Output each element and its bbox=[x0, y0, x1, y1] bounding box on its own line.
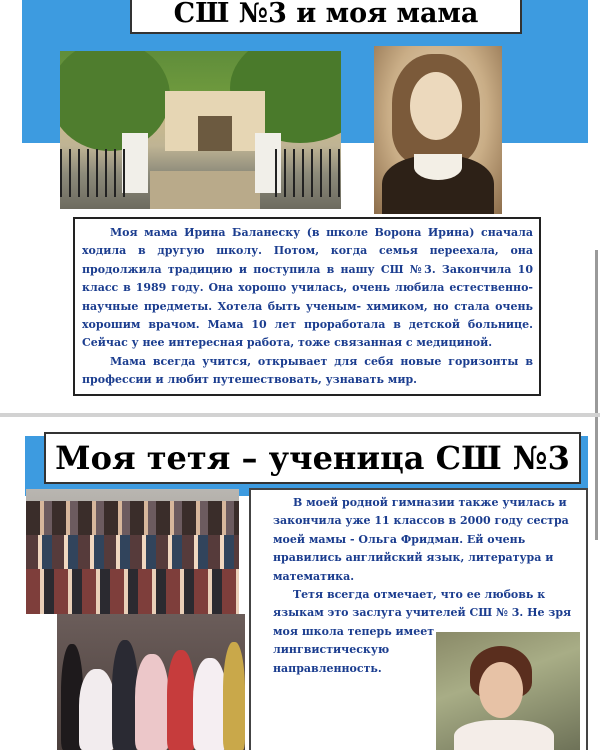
tree-shape bbox=[60, 51, 170, 151]
portrait-top bbox=[454, 720, 554, 750]
path bbox=[150, 171, 260, 209]
page-divider bbox=[0, 413, 600, 417]
person bbox=[135, 654, 169, 750]
mom-portrait-photo bbox=[374, 46, 502, 214]
mom-story-paragraph-2: Мама всегда учится, открывает для себя новые горизонты в профессии и любит путешествовать, узнавать мир. bbox=[82, 354, 533, 387]
school-building-photo bbox=[60, 51, 341, 209]
aunt-story-line-4: направленность. bbox=[273, 661, 382, 675]
person bbox=[167, 650, 195, 750]
section-title-school-and-mom: СШ №3 и моя мама bbox=[130, 0, 522, 34]
students-middle-row bbox=[26, 535, 239, 571]
students-front-row bbox=[26, 569, 239, 614]
aunt-portrait-photo bbox=[436, 632, 580, 750]
page-edge-line bbox=[595, 250, 598, 540]
fence bbox=[60, 149, 125, 197]
person bbox=[193, 658, 227, 750]
graduation-party-photo bbox=[57, 614, 245, 750]
gate-pillar bbox=[122, 133, 148, 193]
portrait-face bbox=[410, 72, 462, 140]
mom-story-paragraph-1: Моя мама Ирина Баланеску (в школе Ворона Ирина) сначала ходила в другую школу. Потом, когда семья переехала, она продолжила традицию и поступила в нашу СШ №3. Закончила 10 класс в 1989 году. Она хорошо училась, очень любила естественно-научные предметы. Хотела быть ученым- химиком, но стала очень хорошим врачом. Мама 10 лет проработала в детской больнице. Сейчас у нее интересная работа, тоже связанная с медициной. bbox=[82, 226, 533, 350]
portrait-face bbox=[479, 662, 523, 718]
mom-story-text-box bbox=[73, 217, 541, 396]
aunt-story-paragraph-1: В моей родной гимназии также училась и закончила уже 11 классов в 2000 году сестра моей мамы - Ольга Фридман. Ей очень нравились английский язык, литература и математика. bbox=[273, 496, 569, 583]
students-back-row bbox=[26, 501, 239, 537]
portrait-collar bbox=[414, 154, 462, 180]
aunt-story-paragraph-2: Тетя всегда отмечает, что ее любовь к языкам это заслуга учителей СШ № 3. Не зря моя школа теперь имеет bbox=[273, 588, 572, 638]
fence bbox=[275, 149, 341, 197]
person bbox=[79, 669, 115, 750]
section-title-aunt: Моя тетя – ученица СШ №3 bbox=[44, 432, 581, 484]
aunt-story-line-3: лингвистическую bbox=[273, 643, 390, 657]
person bbox=[223, 642, 245, 750]
class-group-photo bbox=[26, 489, 239, 614]
school-door bbox=[198, 116, 232, 151]
